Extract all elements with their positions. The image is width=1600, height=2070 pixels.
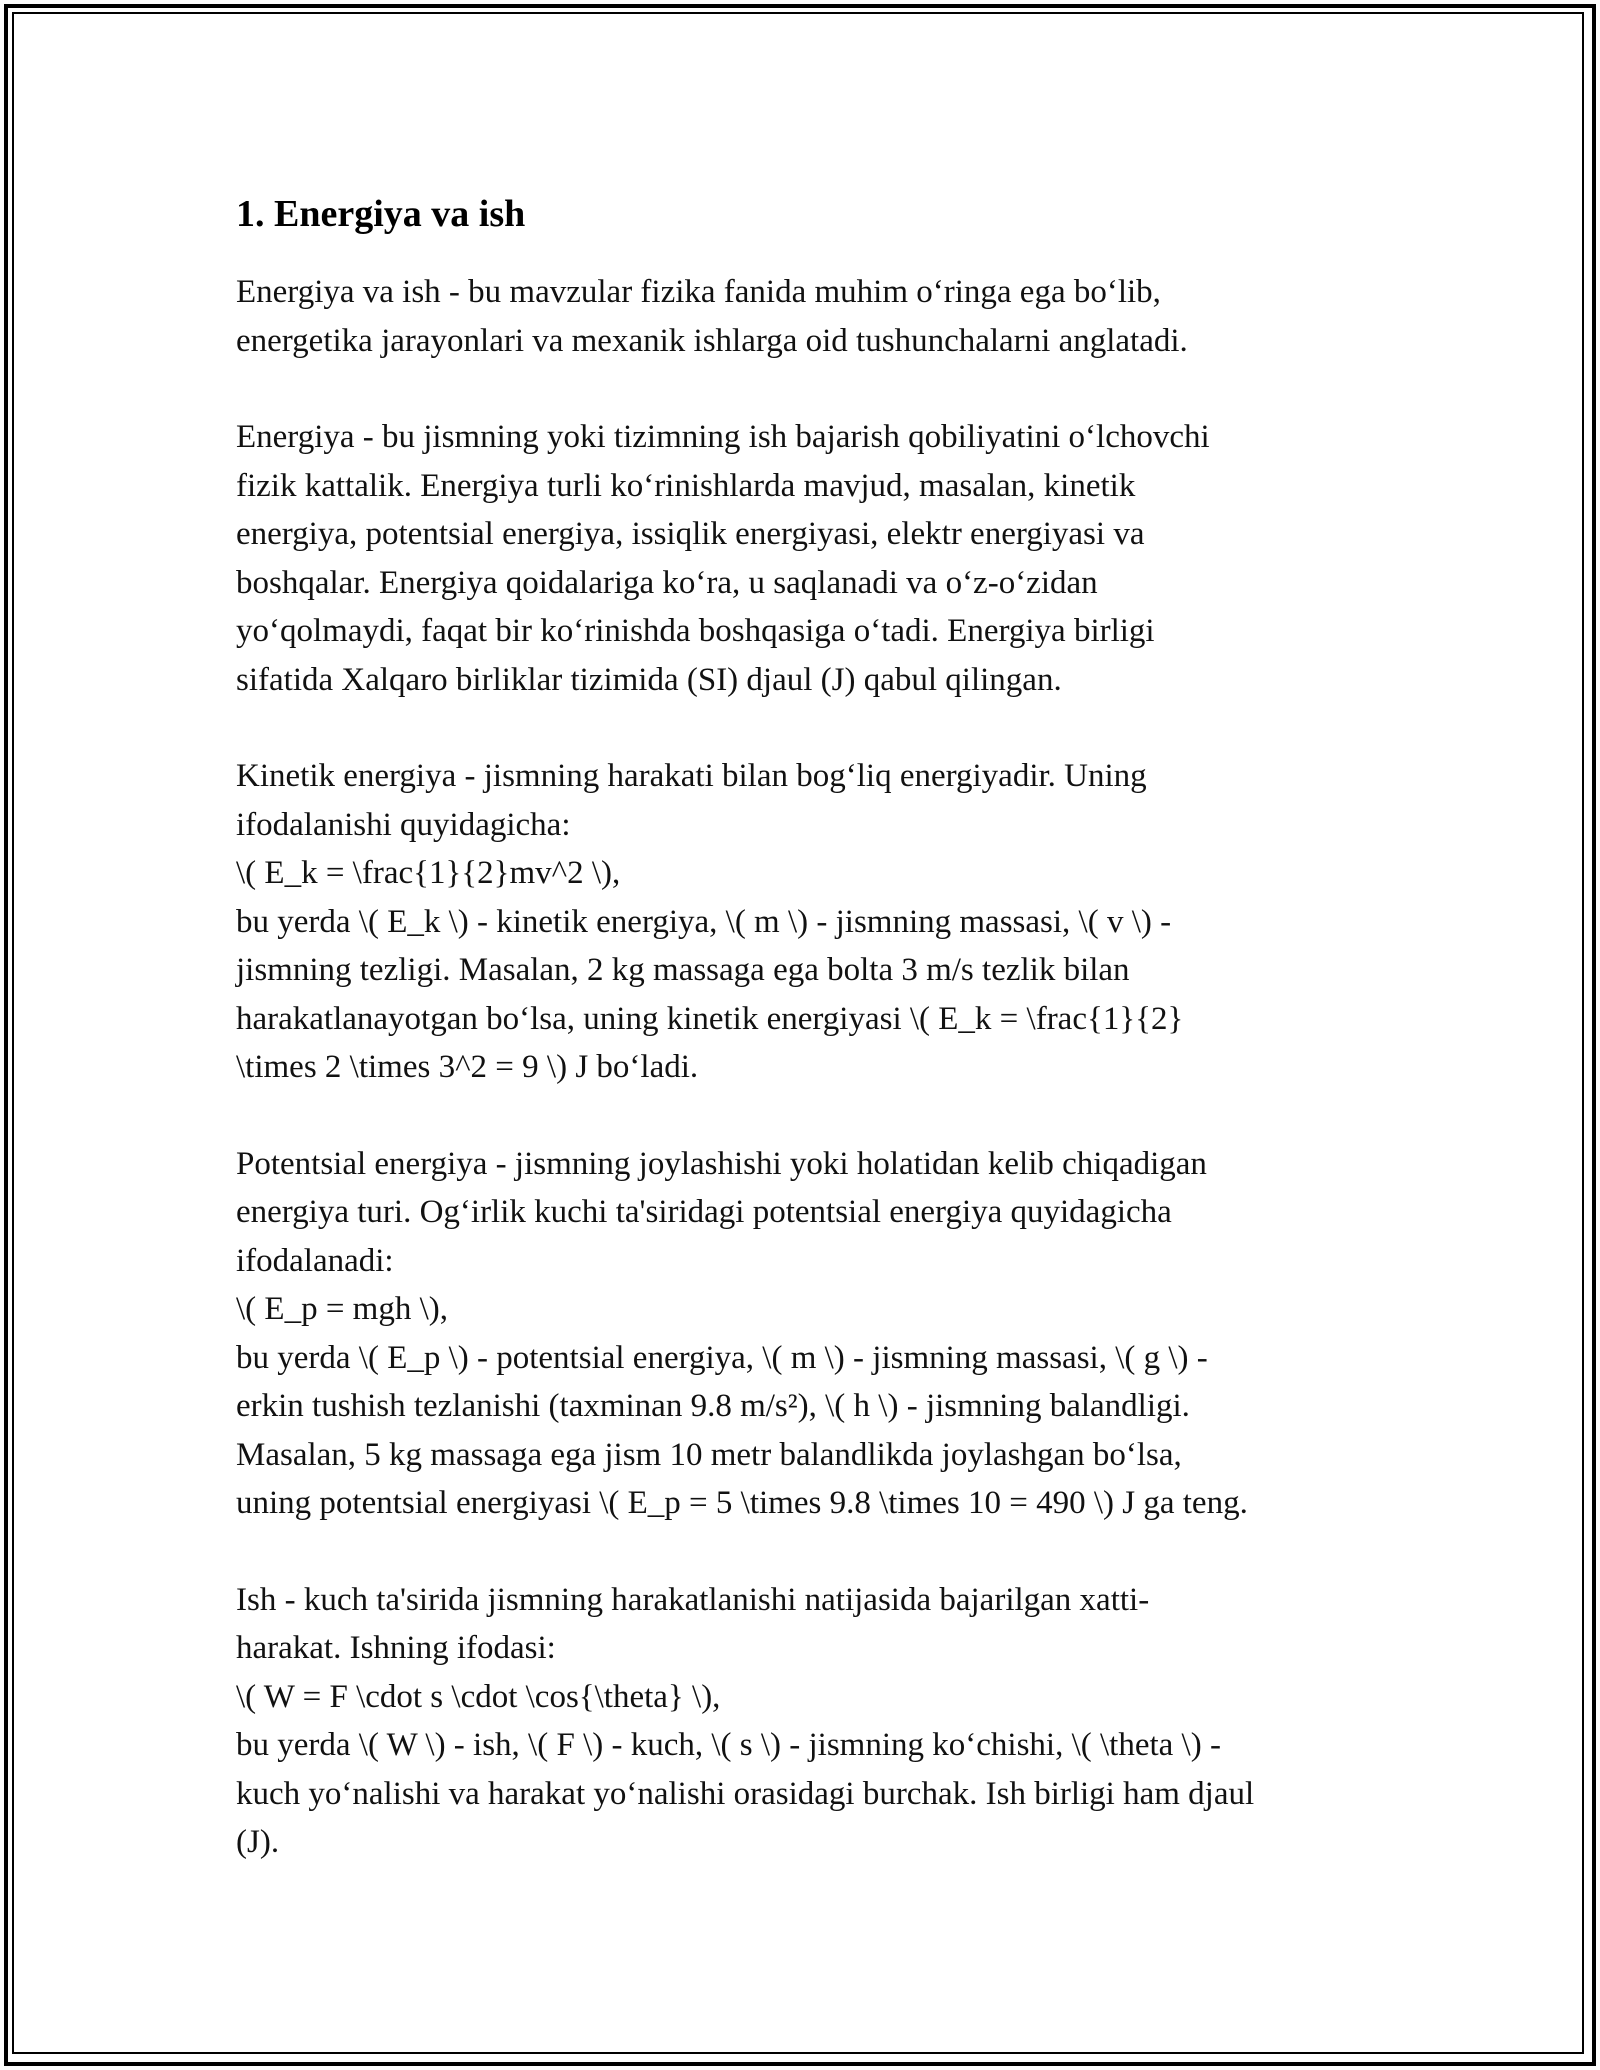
document-page [236, 186, 1386, 1915]
text-line: bu yerda \( E_p \) - potentsial energiya, \( m \) - jismning massasi, \( g \) - [236, 1339, 1208, 1376]
text-line: energiya, potentsial energiya, issiqlik energiyasi, elektr energiyasi va [236, 516, 1145, 552]
text-line: ifodalanadi: [236, 1242, 394, 1279]
text-line: (J). [236, 1824, 280, 1860]
paragraph-potential-energy [236, 1140, 1386, 1528]
paragraph-energy-definition [236, 413, 1386, 704]
text-line: jismning tezligi. Masalan, 2 kg massaga ega bolta 3 m/s tezlik bilan [236, 952, 1130, 988]
text-line: Energiya va ish - bu mavzular fizika fanida muhim o‘ringa ega bo‘lib, [236, 274, 1161, 310]
text-line: \times 2 \times 3^2 = 9 \) J bo‘ladi. [236, 1049, 699, 1085]
formula-line: \( E_p = mgh \), [236, 1291, 449, 1327]
text-line: Kinetik energiya - jismning harakati bilan bog‘liq energiyadir. Uning [236, 758, 1147, 794]
text-line: harakat. Ishning ifodasi: [236, 1630, 556, 1666]
text-line: Energiya - bu jismning yoki tizimning ish bajarish qobiliyatini o‘lchovchi [236, 419, 1210, 455]
paragraph-intro [236, 268, 1386, 365]
formula-line: \( E_k = \frac{1}{2}mv^2 \), [236, 855, 621, 891]
text-line: yo‘qolmaydi, faqat bir ko‘rinishda boshqasiga o‘tadi. Energiya birligi [236, 613, 1155, 649]
text-line: bu yerda \( W \) - ish, \( F \) - kuch, \( s \) - jismning ko‘chishi, \( \theta \) - [236, 1727, 1221, 1763]
text-line: Ish - kuch ta'sirida jismning harakatlanishi natijasida bajarilgan xatti- [236, 1581, 1150, 1618]
text-line: harakatlanayotgan bo‘lsa, uning kinetik energiyasi \( E_k = \frac{1}{2} [236, 1000, 1184, 1037]
text-line: energetika jarayonlari va mexanik ishlarga oid tushunchalarni anglatadi. [236, 322, 1188, 359]
text-line: bu yerda \( E_k \) - kinetik energiya, \( m \) - jismning massasi, \( v \) - [236, 903, 1172, 940]
section-title: 1. Energiya va ish [236, 193, 526, 235]
text-line: uning potentsial energiyasi \( E_p = 5 \times 9.8 \times 10 = 490 \) J ga teng. [236, 1485, 1248, 1521]
formula-line: \( W = F \cdot s \cdot \cos{\theta} \), [236, 1678, 721, 1715]
text-line: boshqalar. Energiya qoidalariga ko‘ra, u saqlanadi va o‘z-o‘zidan [236, 564, 1098, 601]
text-line: erkin tushish tezlanishi (taxminan 9.8 m/s²), \( h \) - jismning balandligi. [236, 1388, 1190, 1424]
text-line: Potentsial energiya - jismning joylashishi yoki holatidan kelib chiqadigan [236, 1145, 1207, 1182]
text-line: Masalan, 5 kg massaga ega jism 10 metr balandlikda joylashgan bo‘lsa, [236, 1436, 1182, 1473]
text-line: fizik kattalik. Energiya turli ko‘rinishlarda mavjud, masalan, kinetik [236, 467, 1136, 504]
text-line: sifatida Xalqaro birliklar tizimida (SI) djaul (J) qabul qilingan. [236, 661, 1062, 698]
paragraph-work [236, 1576, 1386, 1867]
text-line: kuch yo‘nalishi va harakat yo‘nalishi orasidagi burchak. Ish birligi ham djaul [236, 1775, 1255, 1812]
paragraph-kinetic-energy [236, 752, 1386, 1092]
text-line: energiya turi. Og‘irlik kuchi ta'siridagi potentsial energiya quyidagicha [236, 1194, 1172, 1230]
text-line: ifodalanishi quyidagicha: [236, 806, 571, 843]
